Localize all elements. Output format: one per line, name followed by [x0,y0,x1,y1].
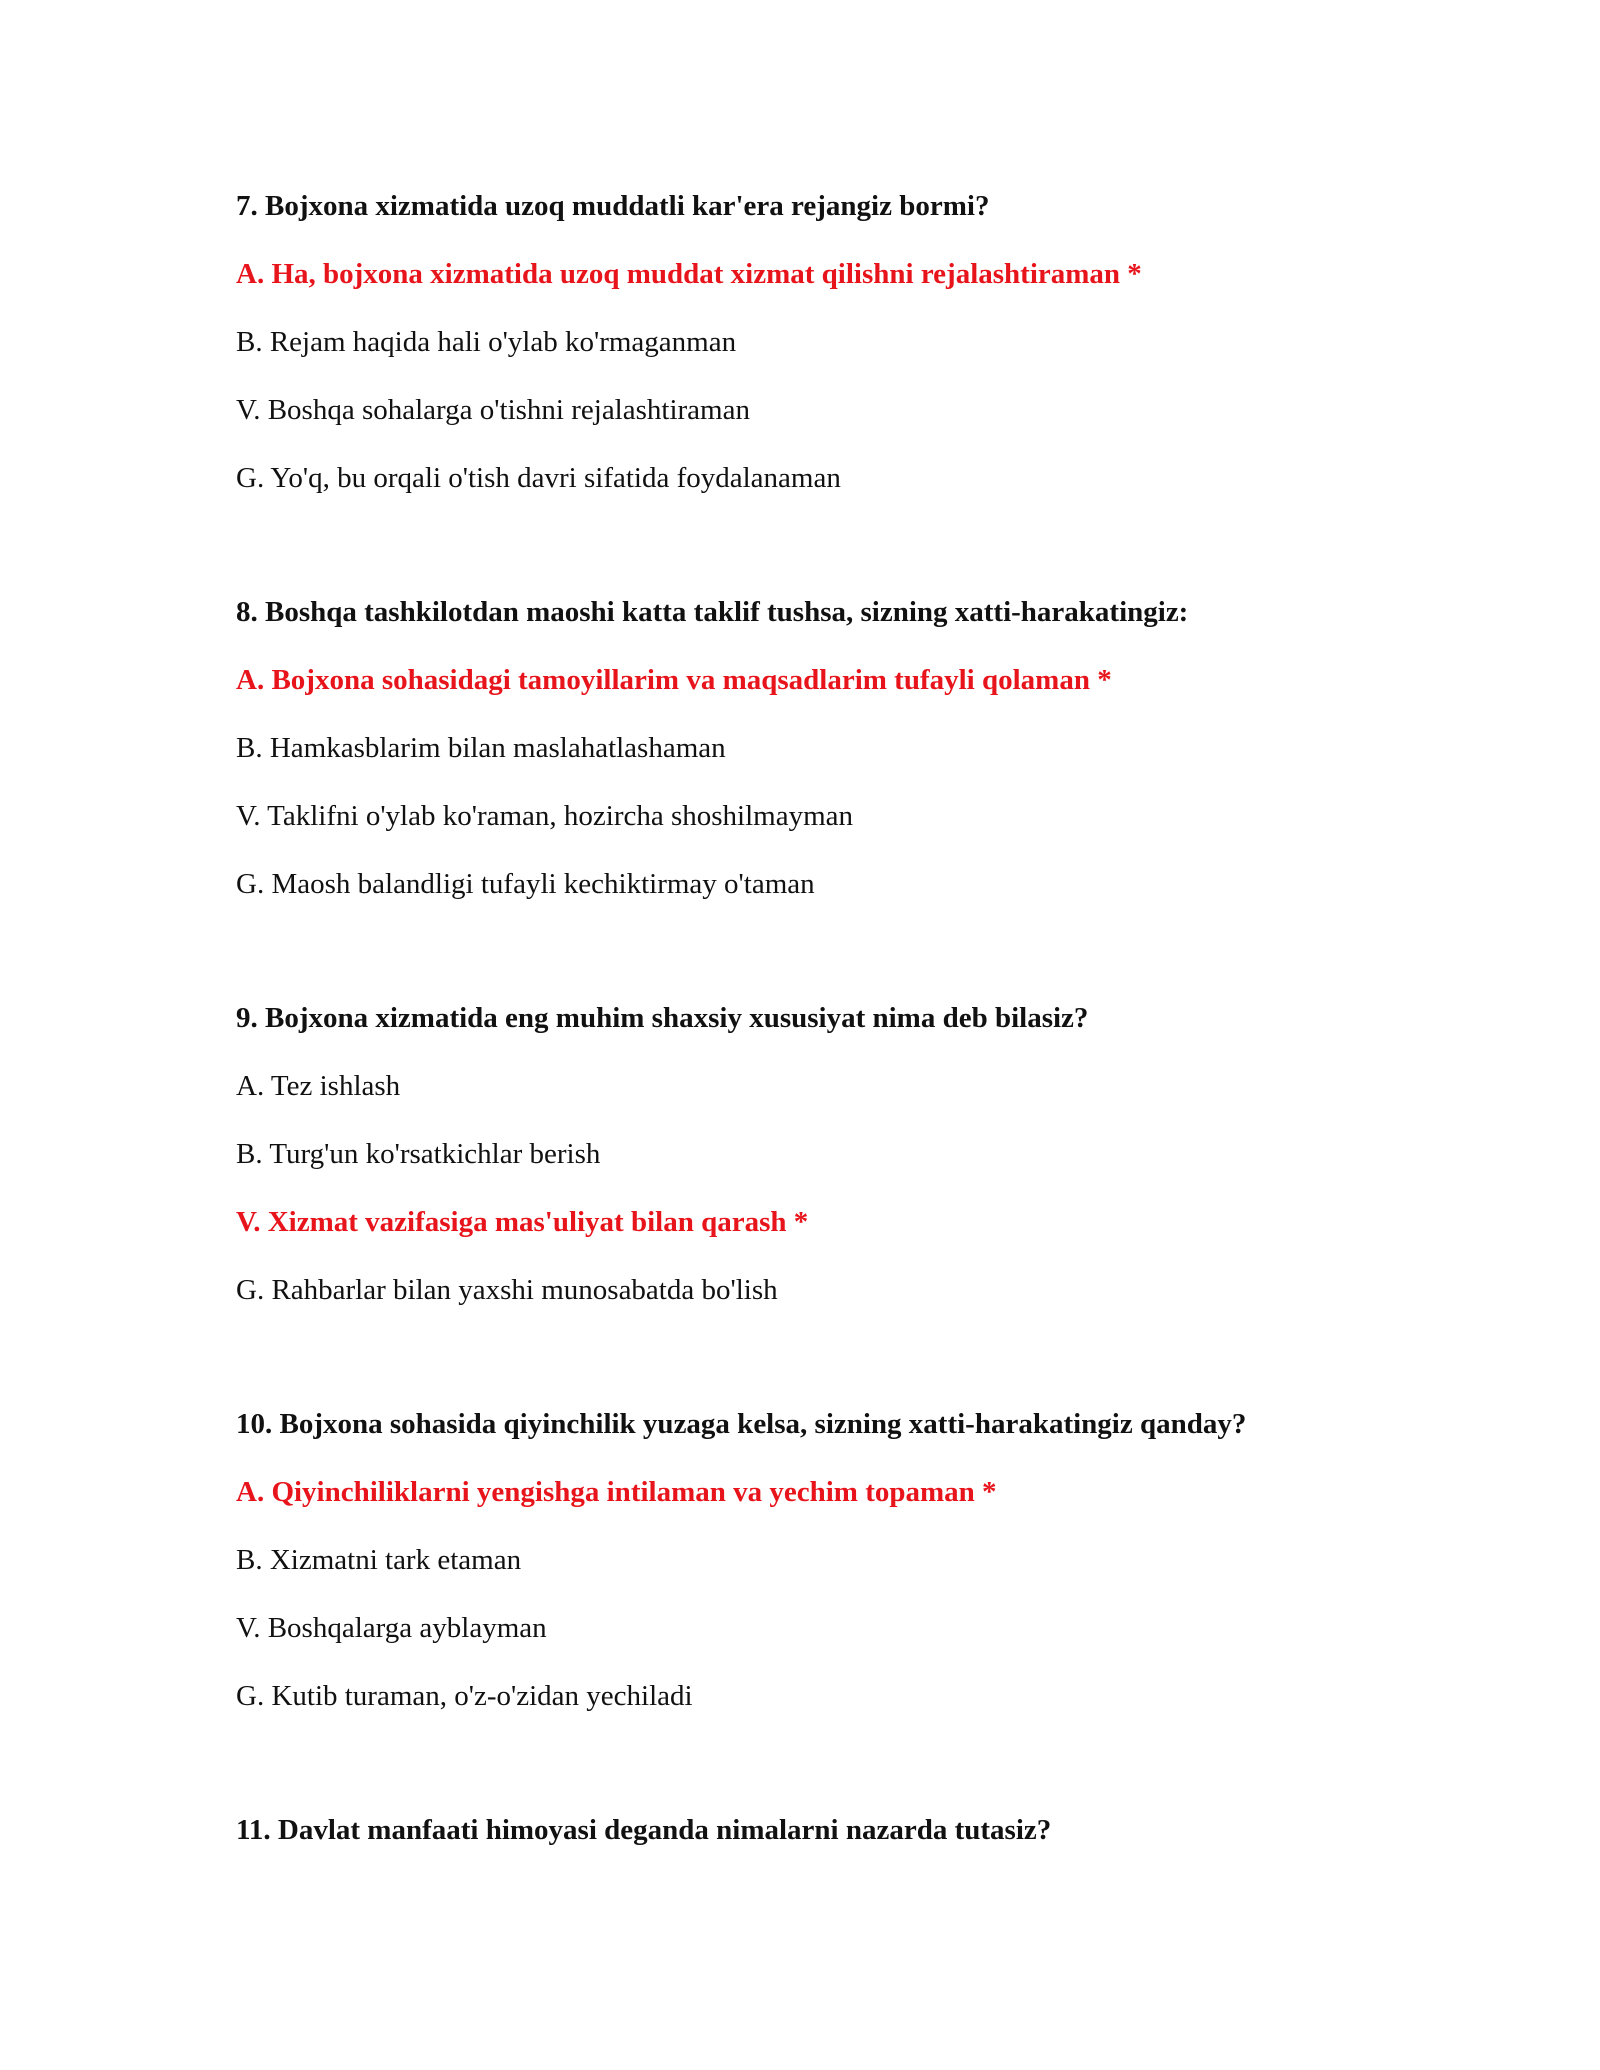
answer-option-correct: A. Ha, bojxona xizmatida uzoq muddat xizmat qilishni rejalashtiraman * [236,258,1142,290]
question-block-7 [236,186,1416,592]
answer-option: V. Boshqalarga ayblayman [236,1612,547,1644]
answer-option: G. Maosh balandligi tufayli kechiktirmay o'taman [236,868,815,900]
answer-option: B. Xizmatni tark etaman [236,1544,522,1576]
answer-option: B. Turg'un ko'rsatkichlar berish [236,1138,601,1170]
question-title: 11. Davlat manfaati himoyasi deganda nimalarni nazarda tutasiz? [236,1814,1052,1846]
answer-option: G. Kutib turaman, o'z-o'zidan yechiladi [236,1680,693,1712]
answer-option: G. Rahbarlar bilan yaxshi munosabatda bo'lish [236,1274,778,1306]
question-block-10 [236,1404,1416,1810]
answer-option: A. Tez ishlash [236,1070,401,1102]
question-title: 7. Bojxona xizmatida uzoq muddatli kar'era rejangiz bormi? [236,190,990,222]
answer-option: V. Taklifni o'ylab ko'raman, hozircha shoshilmayman [236,800,854,832]
question-block-8 [236,592,1416,998]
answer-option: V. Boshqa sohalarga o'tishni rejalashtiraman [236,394,750,426]
question-title: 8. Boshqa tashkilotdan maoshi katta taklif tushsa, sizning xatti-harakatingiz: [236,596,1189,628]
question-list [236,186,1416,1878]
answer-option-correct: V. Xizmat vazifasiga mas'uliyat bilan qarash * [236,1206,809,1238]
question-block-11 [236,1810,1416,1878]
question-title: 9. Bojxona xizmatida eng muhim shaxsiy xususiyat nima deb bilasiz? [236,1002,1089,1034]
answer-option: B. Rejam haqida hali o'ylab ko'rmaganman [236,326,737,358]
answer-option-correct: A. Qiyinchiliklarni yengishga intilaman va yechim topaman * [236,1476,997,1508]
answer-option-correct: A. Bojxona sohasidagi tamoyillarim va maqsadlarim tufayli qolaman * [236,664,1112,696]
answer-option: G. Yo'q, bu orqali o'tish davri sifatida foydalanaman [236,462,841,494]
question-title: 10. Bojxona sohasida qiyinchilik yuzaga kelsa, sizning xatti-harakatingiz qanday? [236,1408,1247,1440]
answer-option: B. Hamkasblarim bilan maslahatlashaman [236,732,726,764]
question-block-9 [236,998,1416,1404]
